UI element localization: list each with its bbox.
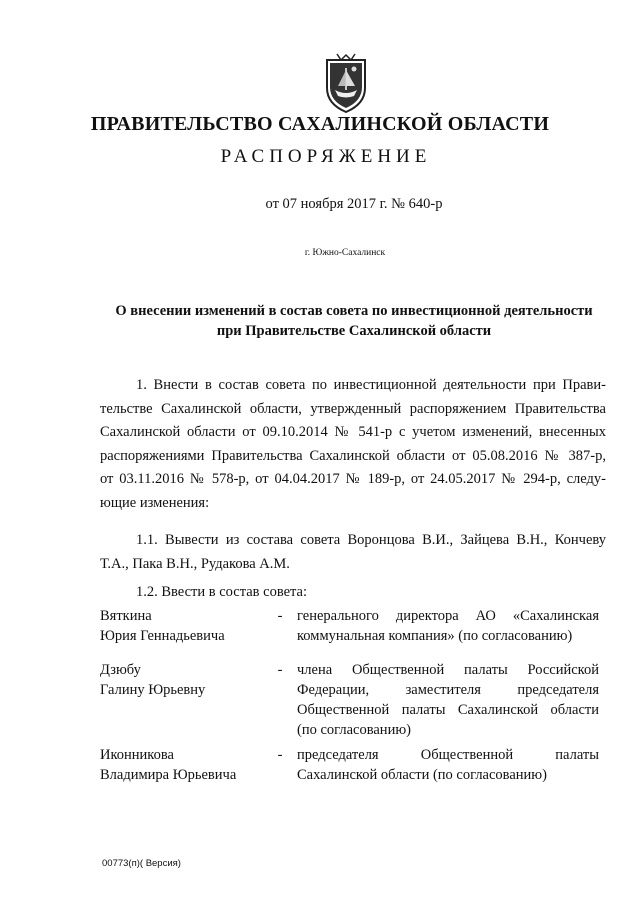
position-line: Сахалинской области (по согласованию) xyxy=(297,767,547,783)
document-footer-code: 00773(п)( Версия) xyxy=(102,858,181,869)
member-dash: - xyxy=(277,608,283,624)
heading-line: О внесении изменений в состав совета по инвестиционной деятельности xyxy=(115,303,593,319)
heading-line: при Правительстве Сахалинской области xyxy=(216,323,492,339)
position-line: Федерации, заместителя председателя xyxy=(297,682,599,698)
paragraph-line: Сахалинской области от 09.10.2014 № 541-р с учетом изменений, внесенных xyxy=(100,424,606,440)
member-position xyxy=(297,745,599,785)
member-dash: - xyxy=(277,662,283,678)
position-line: члена Общественной палаты Российской xyxy=(297,662,599,678)
organization-title: ПРАВИТЕЛЬСТВО САХАЛИНСКОЙ ОБЛАСТИ xyxy=(90,113,550,135)
paragraph-line: 1. Внести в состав совета по инвестиционной деятельности при Прави- xyxy=(136,377,606,393)
member-surname: Вяткина xyxy=(100,608,152,624)
paragraph-1 xyxy=(100,374,606,515)
document-city: г. Южно-Сахалинск xyxy=(304,248,386,258)
paragraph-line: ющие изменения: xyxy=(100,494,210,511)
member-surname: Иконникова xyxy=(100,747,174,763)
member-name xyxy=(100,606,270,646)
member-position xyxy=(297,660,599,740)
document-type: РАСПОРЯЖЕНИЕ xyxy=(220,146,432,167)
member-surname: Дзюбу xyxy=(100,662,141,678)
member-given-names: Галину Юрьевну xyxy=(100,682,206,698)
position-line: коммунальная компания» (по согласованию) xyxy=(297,628,573,644)
member-given-names: Юрия Геннадьевича xyxy=(100,628,225,644)
document-heading xyxy=(100,301,608,341)
member-name xyxy=(100,660,270,700)
member-name xyxy=(100,745,270,785)
paragraph-line: 1.2. Ввести в состав совета: xyxy=(136,584,307,600)
member-given-names: Владимира Юрьевича xyxy=(100,767,237,783)
position-line: генерального директора АО «Сахалинская xyxy=(297,608,599,624)
member-position xyxy=(297,606,599,646)
paragraph-line: тельстве Сахалинской области, утвержденный распоряжением Правительства xyxy=(100,400,606,417)
paragraph-line: Т.А., Пака В.Н., Рудакова А.М. xyxy=(100,555,290,572)
paragraph-1-1 xyxy=(100,529,606,576)
position-line: председателя Общественной палаты xyxy=(297,747,599,763)
position-line: (по согласованию) xyxy=(297,722,411,738)
paragraph-1-2 xyxy=(100,581,606,605)
paragraph-line: от 03.11.2016 № 578-р, от 04.04.2017 № 189-р, от 24.05.2017 № 294-р, следу- xyxy=(100,471,606,487)
paragraph-line: распоряжениями Правительства Сахалинской области от 05.08.2016 № 387-р, xyxy=(100,447,606,464)
member-dash: - xyxy=(277,747,283,763)
paragraph-line: 1.1. Вывести из состава совета Воронцова В.И., Зайцева В.Н., Кончеву xyxy=(136,532,606,548)
position-line: Общественной палаты Сахалинской области xyxy=(297,702,599,718)
document-date-number: от 07 ноября 2017 г. № 640-р xyxy=(265,196,443,212)
coat-of-arms-icon xyxy=(321,52,371,114)
